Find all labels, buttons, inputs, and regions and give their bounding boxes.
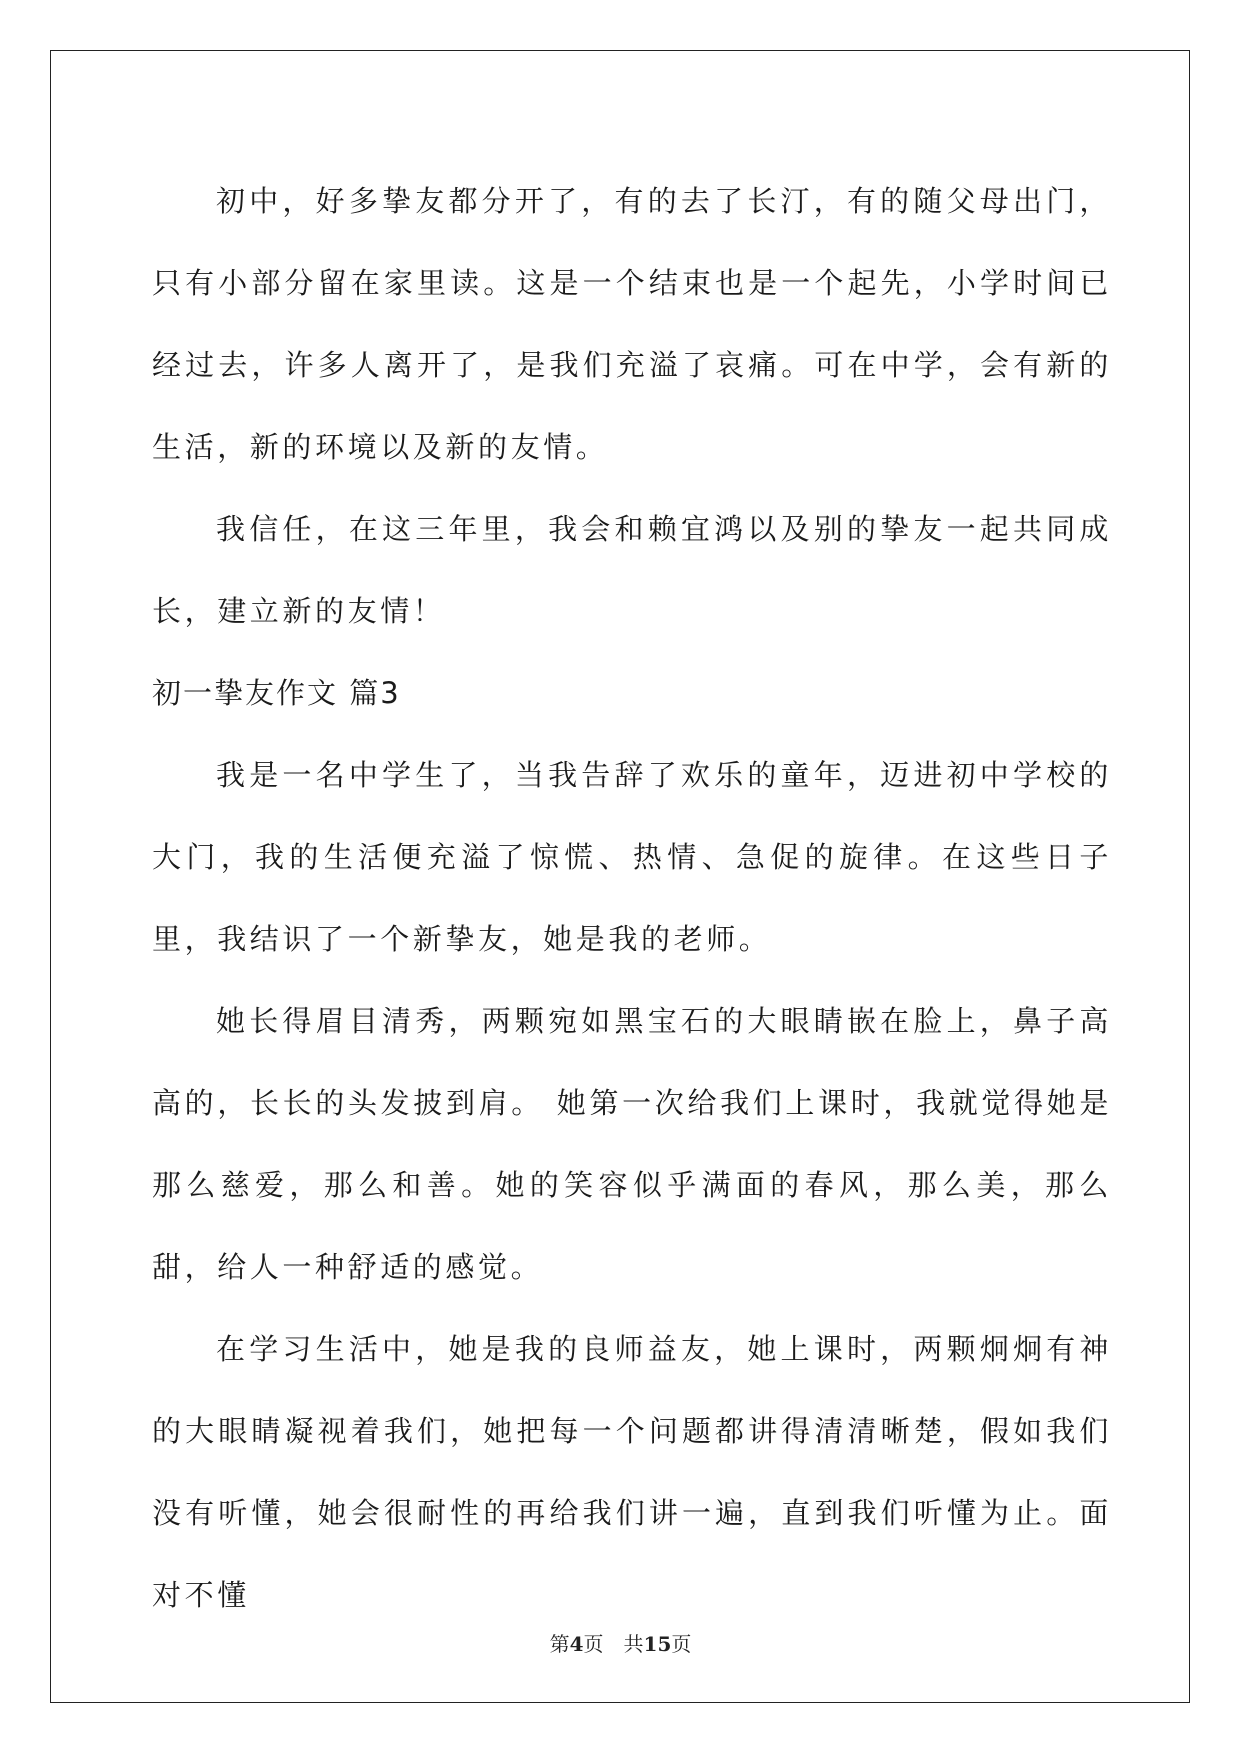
page-footer	[0, 1628, 1241, 1657]
paragraph: 她长得眉目清秀，两颗宛如黑宝石的大眼睛嵌在脸上，鼻子高高的，长长的头发披到肩。 她第一次给我们上课时，我就觉得她是那么慈爱，那么和善。她的笑容似乎满面的春风，那么美，那么甜，给人一种舒适的感觉。	[152, 1004, 1112, 1284]
footer-suffix: 页	[671, 1632, 692, 1656]
paragraph: 我是一名中学生了，当我告辞了欢乐的童年，迈进初中学校的大门，我的生活便充溢了惊慌、热情、急促的旋律。在这些日子里，我结识了一个新挚友，她是我的老师。	[152, 758, 1112, 956]
footer-middle: 页 共	[583, 1632, 644, 1656]
paragraph: 我信任，在这三年里，我会和赖宜鸿以及别的挚友一起共同成长，建立新的友情！	[152, 512, 1112, 628]
paragraph: 在学习生活中，她是我的良师益友，她上课时，两颗炯炯有神的大眼睛凝视着我们，她把每一个问题都讲得清清晰楚，假如我们没有听懂，她会很耐性的再给我们讲一遍，直到我们听懂为止。面对不懂	[152, 1332, 1112, 1612]
document-body	[152, 160, 1112, 1636]
paragraph: 初中，好多挚友都分开了，有的去了长汀，有的随父母出门，只有小部分留在家里读。这是一个结束也是一个起先，小学时间已经过去，许多人离开了，是我们充溢了哀痛。可在中学，会有新的生活，新的环境以及新的友情。	[152, 184, 1112, 464]
section-heading: 初一挚友作文 篇3	[152, 676, 401, 710]
total-page-number: 15	[643, 1632, 672, 1656]
footer-prefix: 第	[549, 1632, 570, 1656]
current-page-number: 4	[569, 1632, 584, 1656]
